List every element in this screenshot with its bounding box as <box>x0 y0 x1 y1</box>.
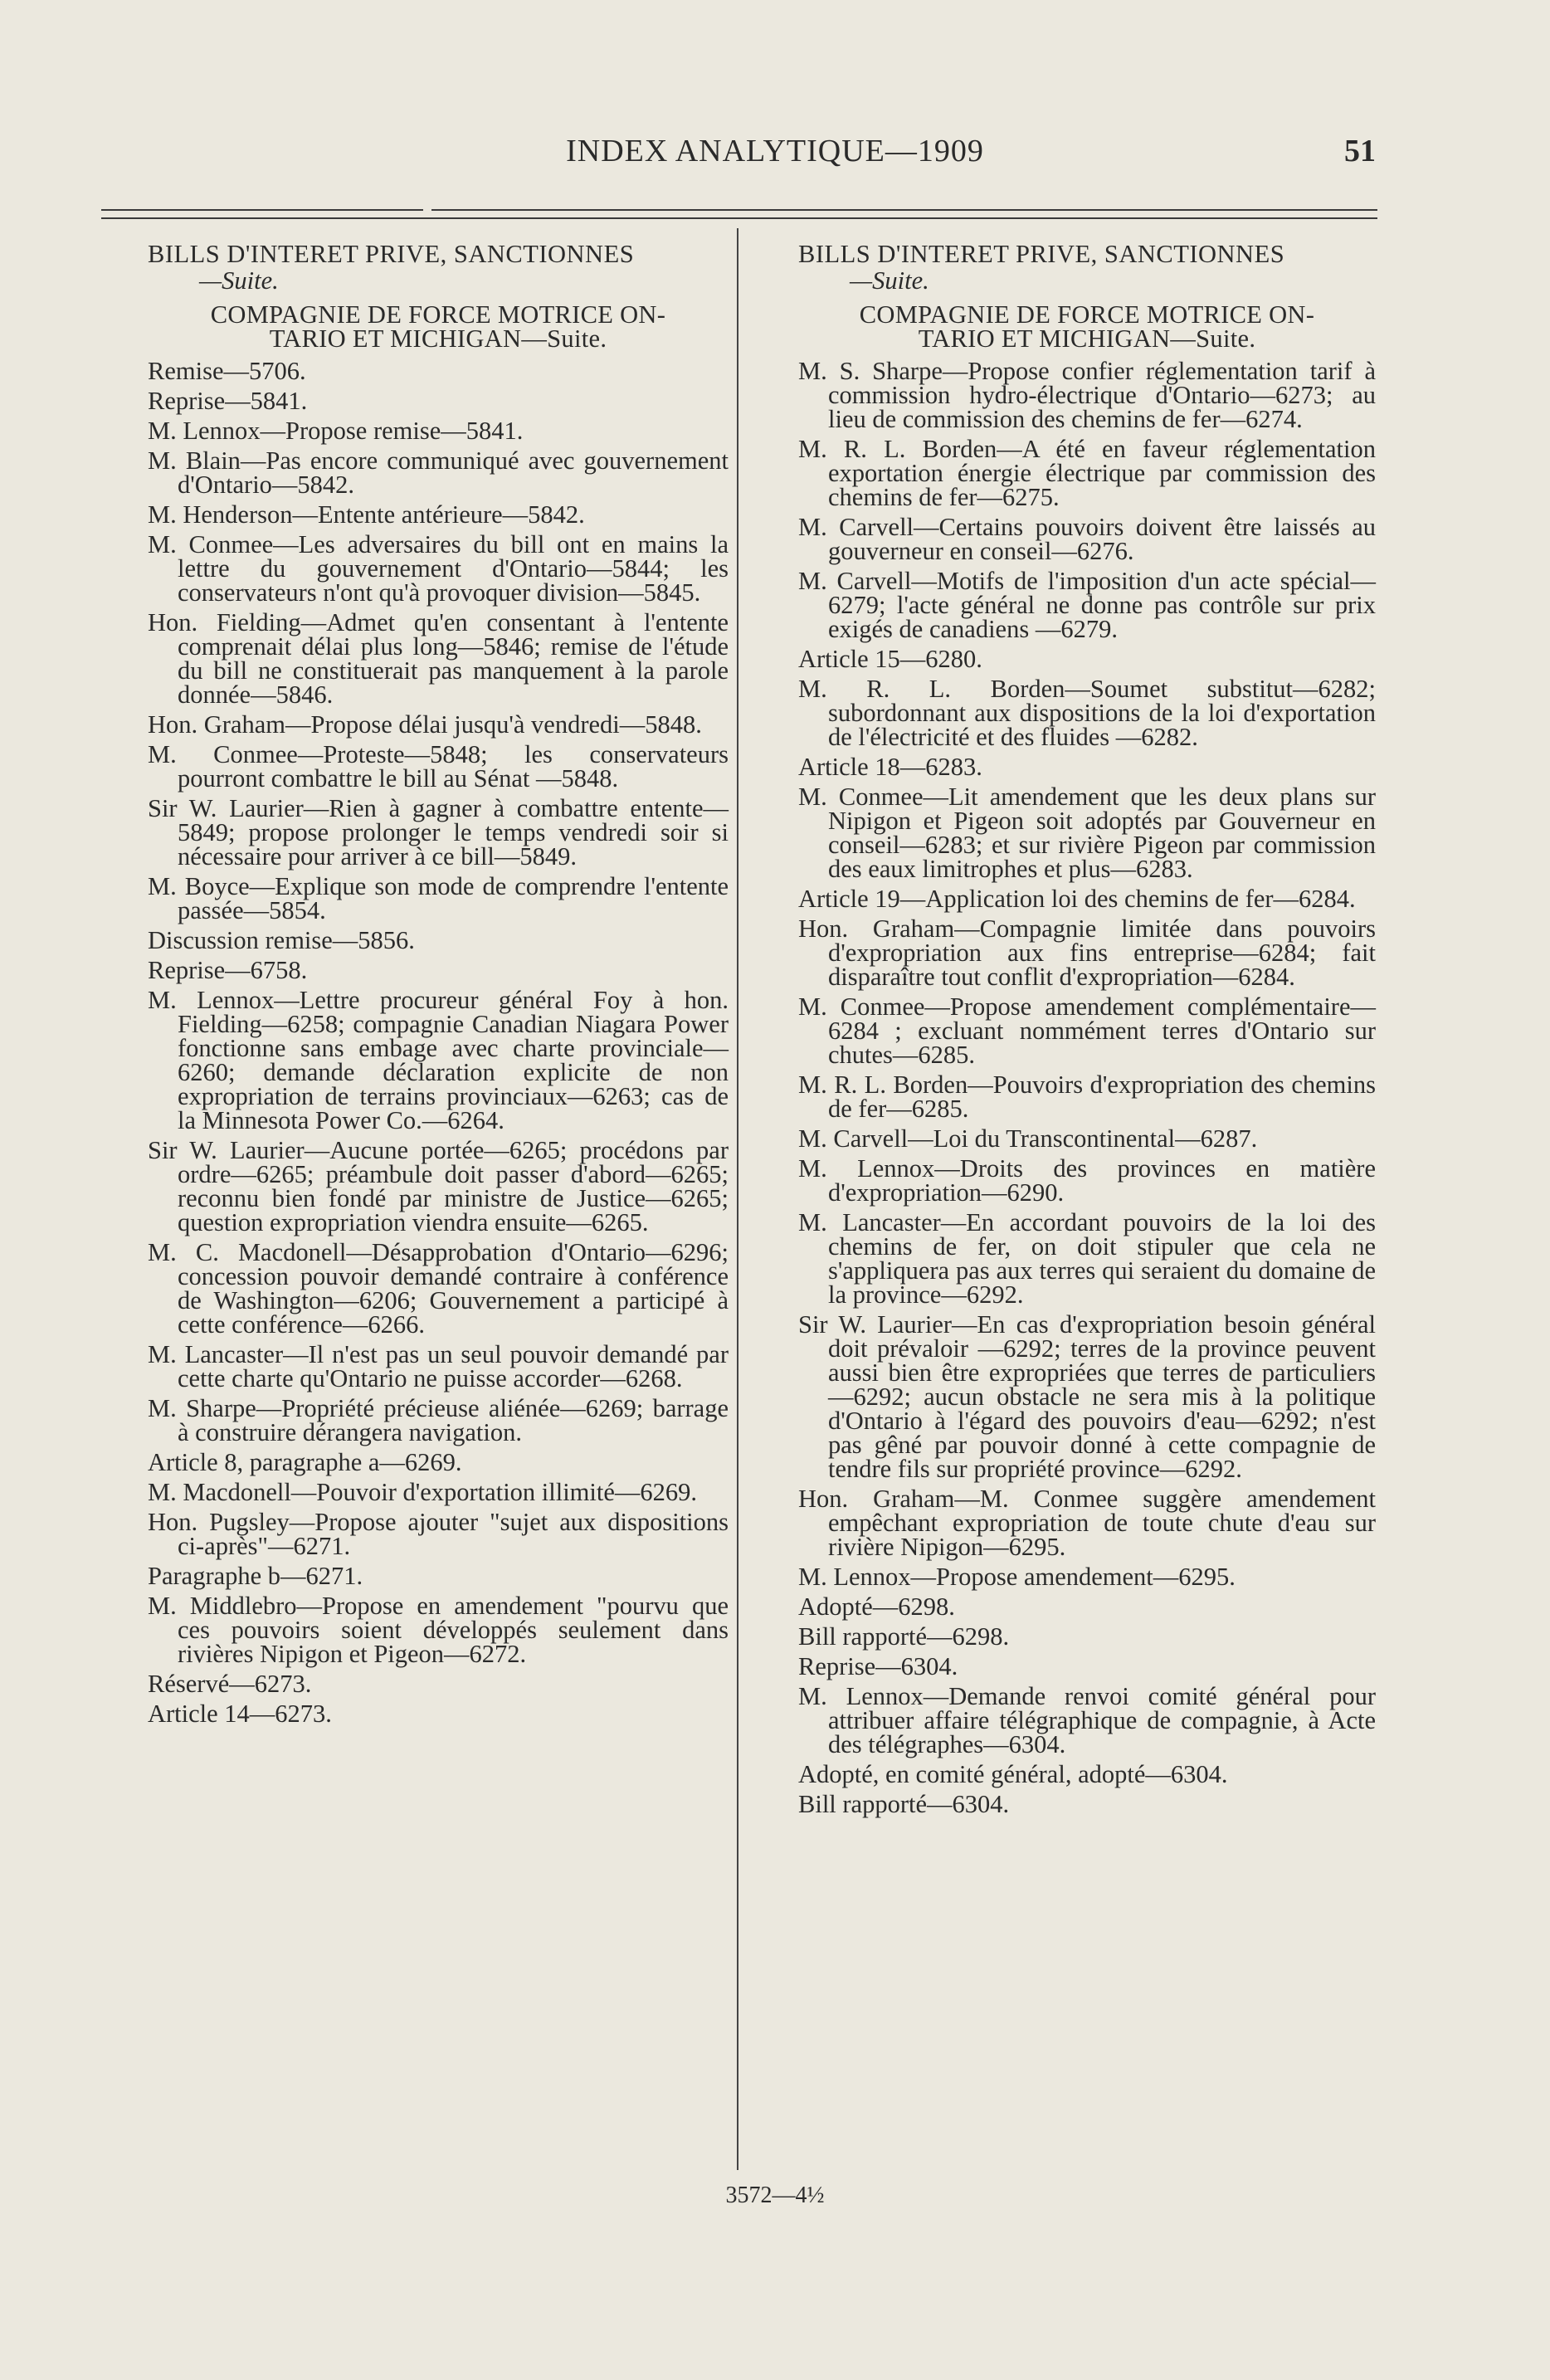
index-entry: Hon. Graham—M. Conmee suggère amendement empêchant expropriation de toute chute d'eau sur rivière Nipigon—6295. <box>798 1485 1376 1561</box>
index-entry: M. R. L. Borden—Soumet substitut—6282; subordonnant aux dispositions de la loi d'exportation de l'électricité et des fluides —6282. <box>798 675 1376 751</box>
running-head: INDEX ANALYTIQUE—1909 <box>566 134 984 168</box>
index-entry: M. R. L. Borden—Pouvoirs d'expropriation des chemins de fer—6285. <box>798 1071 1376 1123</box>
index-entry: M. C. Macdonell—Désapprobation d'Ontario—6296; concession pouvoir demandé contraire à conférence de Washington—6206; Gouvernement a participé à cette conférence—6266. <box>148 1238 729 1339</box>
header-rule-left <box>101 209 423 211</box>
company-heading-line: COMPAGNIE DE FORCE MOTRICE ON- <box>859 300 1315 329</box>
index-entry: M. Blain—Pas encore communiqué avec gouvernement d'Ontario—5842. <box>148 446 729 499</box>
page-number: 51 <box>1344 134 1376 168</box>
company-heading-line: TARIO ET MICHIGAN—Suite. <box>918 324 1256 353</box>
index-entry: M. Lancaster—Il n'est pas un seul pouvoir demandé par cette charte qu'Ontario ne puisse accorder—6268. <box>148 1340 729 1392</box>
index-entry: M. Sharpe—Propriété précieuse aliénée—6269; barrage à construire dérangera navigation. <box>148 1394 729 1446</box>
index-entry: M. Lancaster—En accordant pouvoirs de la loi des chemins de fer, on doit stipuler que cela ne s'appliquera pas aux terres qui seraient du domaine de la province—6292. <box>798 1208 1376 1309</box>
index-entry: Sir W. Laurier—Aucune portée—6265; procédons par ordre—6265; préambule doit passer d'abord—6265; reconnu bien fondé par ministre de Justice—6265; question expropriation viendra ensuite—6265. <box>148 1136 729 1236</box>
index-entry: M. Conmee—Propose amendement complémentaire—6284 ; excluant nommément terres d'Ontario sur chutes—6285. <box>798 992 1376 1069</box>
index-entry: M. Conmee—Lit amendement que les deux plans sur Nipigon et Pigeon soit adoptés par Gouverneur en conseil—6283; et sur rivière Pigeon par commission des eaux limitrophes et plus—6283. <box>798 783 1376 883</box>
index-entry: M. Carvell—Certains pouvoirs doivent être laissés au gouverneur en conseil—6276. <box>798 513 1376 565</box>
index-entry: M. Macdonell—Pouvoir d'exportation illimité—6269. <box>148 1478 698 1506</box>
index-entry: Sir W. Laurier—En cas d'expropriation besoin général doit prévaloir —6292; terres de la province peuvent aussi bien être expropriées que terres de particuliers—6292; aucun obstacle ne sera mis à la politique d'Ontario à l'égard des pouvoirs d'eau—6292; n'est pas gêné par pouvoir donné à cette compagnie de tendre fils sur propriété province—6292. <box>798 1310 1376 1483</box>
index-entry: Article 14—6273. <box>148 1700 332 1728</box>
index-entry: M. Lennox—Lettre procureur général Foy à hon. Fielding—6258; compagnie Canadian Niagara Power fonctionne sans embage avec charte provinciale—6260; demande déclaration explicite de non expropriation de terrains provinciaux—6263; cas de la Minnesota Power Co.—6264. <box>148 986 729 1134</box>
right-column <box>798 242 1376 1822</box>
section-suite: —Suite. <box>850 266 929 295</box>
printer-signature: 3572—4½ <box>725 2182 825 2208</box>
index-entry: Article 19—Application loi des chemins de fer—6284. <box>798 885 1356 913</box>
index-entry: M. Middlebro—Propose en amendement "pourvu que ces pouvoirs soient développés seulement dans rivières Nipigon et Pigeon—6272. <box>148 1592 729 1668</box>
section-heading: BILLS D'INTERET PRIVE, SANCTIONNES <box>798 240 1285 268</box>
index-entry: M. Carvell—Motifs de l'imposition d'un acte spécial—6279; l'acte général ne donne pas contrôle sur prix exigés de canadiens —6279. <box>798 567 1376 643</box>
index-entry: M. Henderson—Entente antérieure—5842. <box>148 500 585 529</box>
index-entry: Reprise—6758. <box>148 956 308 984</box>
column-divider <box>737 228 738 2170</box>
index-entry: Hon. Graham—Propose délai jusqu'à vendredi—5848. <box>148 710 702 739</box>
section-heading: BILLS D'INTERET PRIVE, SANCTIONNES <box>148 240 635 268</box>
company-heading <box>798 300 1376 353</box>
index-entry: Hon. Graham—Compagnie limitée dans pouvoirs d'expropriation aux fins entreprise—6284; fait disparaître tout conflit d'expropriation—6284. <box>798 914 1376 991</box>
index-entry: Réservé—6273. <box>148 1670 312 1698</box>
index-entry: M. Lennox—Propose remise—5841. <box>148 417 524 445</box>
index-entry: Bill rapporté—6298. <box>798 1622 1010 1651</box>
company-heading <box>148 300 729 353</box>
index-entry: Article 8, paragraphe a—6269. <box>148 1448 462 1476</box>
index-entry: M. Lennox—Demande renvoi comité général pour attribuer affaire télégraphique de compagnie, à Acte des télégraphes—6304. <box>798 1682 1376 1758</box>
header-rule-mid <box>431 209 1377 211</box>
index-entry: Sir W. Laurier—Rien à gagner à combattre entente—5849; propose prolonger le temps vendredi soir si nécessaire pour arriver à ce bill—5849. <box>148 794 729 871</box>
index-entry: Adopté, en comité général, adopté—6304. <box>798 1760 1228 1788</box>
company-heading-line: COMPAGNIE DE FORCE MOTRICE ON- <box>210 300 666 329</box>
index-entry: Discussion remise—5856. <box>148 926 415 954</box>
index-entry: Adopté—6298. <box>798 1592 955 1621</box>
index-entry: Remise—5706. <box>148 357 306 385</box>
header-rule-lower <box>101 217 1377 219</box>
index-entry: Article 18—6283. <box>798 753 982 781</box>
index-entry: M. Lennox—Droits des provinces en matière d'expropriation—6290. <box>798 1154 1376 1207</box>
index-entry: M. Conmee—Proteste—5848; les conservateurs pourront combattre le bill au Sénat —5848. <box>148 740 729 793</box>
index-entry: M. Lennox—Propose amendement—6295. <box>798 1563 1236 1591</box>
index-entry: M. Conmee—Les adversaires du bill ont en mains la lettre du gouvernement d'Ontario—5844; les conservateurs n'ont qu'à provoquer division—5845. <box>148 530 729 607</box>
index-entry: M. S. Sharpe—Propose confier réglementation tarif à commission hydro-électrique d'Ontario—6273; au lieu de commission des chemins de fer—6274. <box>798 357 1376 433</box>
left-column <box>148 242 729 1732</box>
index-entry: Hon. Fielding—Admet qu'en consentant à l'entente comprenait délai plus long—5846; remise de l'étude du bill ne constituerait pas manquement à la parole donnée—5846. <box>148 608 729 709</box>
section-suite: —Suite. <box>199 266 279 295</box>
index-entry: Bill rapporté—6304. <box>798 1790 1010 1818</box>
index-entry: Article 15—6280. <box>798 645 982 673</box>
index-entry: Hon. Pugsley—Propose ajouter "sujet aux dispositions ci-après"—6271. <box>148 1508 729 1560</box>
index-entry: M. Carvell—Loi du Transcontinental—6287. <box>798 1124 1258 1153</box>
index-entry: Reprise—6304. <box>798 1652 958 1680</box>
index-entry: M. Boyce—Explique son mode de comprendre l'entente passée—5854. <box>148 872 729 924</box>
index-entry: Paragraphe b—6271. <box>148 1562 363 1590</box>
index-entry: Reprise—5841. <box>148 387 308 415</box>
index-entry: M. R. L. Borden—A été en faveur réglementation exportation énergie électrique par commission des chemins de fer—6275. <box>798 435 1376 511</box>
company-heading-line: TARIO ET MICHIGAN—Suite. <box>269 324 607 353</box>
